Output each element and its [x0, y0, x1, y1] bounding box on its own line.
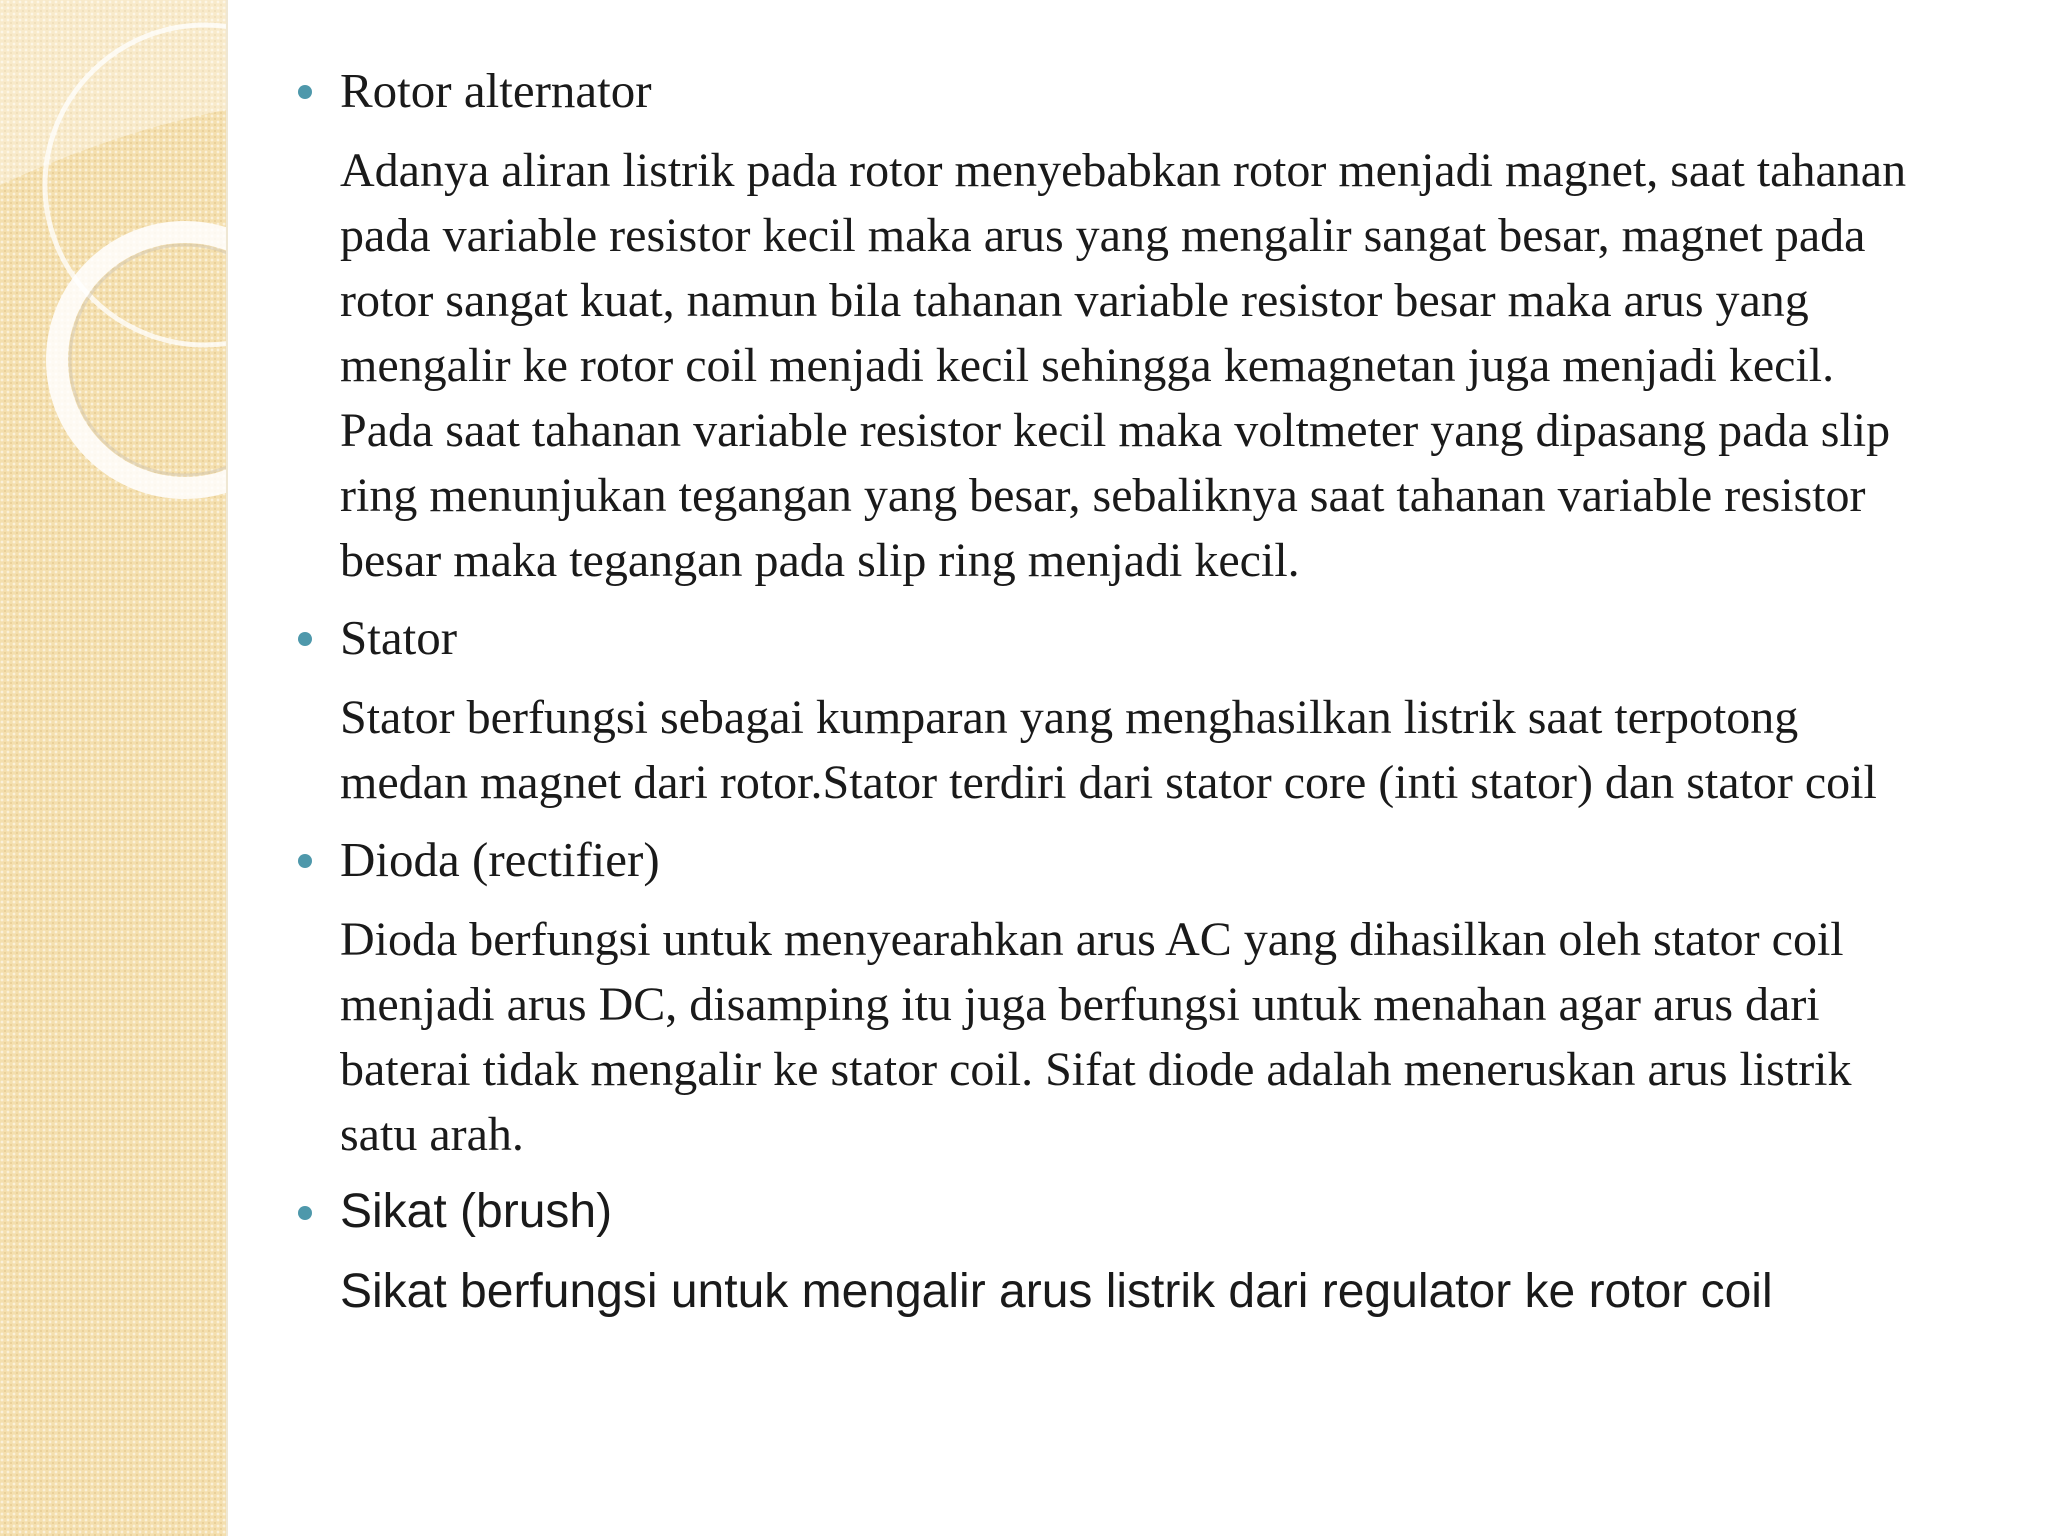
item-body: Stator berfungsi sebagai kumparan yang menghasilkan listrik saat terpotong medan magnet dari rotor.Stator terdiri dari stator core (inti stator) dan stator coil: [340, 691, 1877, 809]
item-heading: Rotor alternator: [340, 63, 652, 118]
decorative-rings: [0, 0, 226, 1536]
item-body: Sikat berfungsi untuk mengalir arus listrik dari regulator ke rotor coil: [340, 1265, 1773, 1318]
bullet-icon: [298, 632, 312, 646]
list-item-sikat: [340, 1181, 2000, 1324]
list-item-rotor: [340, 60, 2000, 593]
list-item-stator: [340, 607, 2000, 815]
bullet-icon: [298, 1206, 312, 1220]
bullet-icon: [298, 854, 312, 868]
slide-content: [340, 60, 2000, 1530]
item-body: Dioda berfungsi untuk menyearahkan arus AC yang dihasilkan oleh stator coil menjadi arus DC, disamping itu juga berfungsi untuk menahan agar arus dari baterai tidak mengalir ke stator coil. Sifat diode adalah meneruskan arus listrik satu arah.: [340, 913, 1852, 1161]
decorative-side-panel: [0, 0, 228, 1536]
item-body: Adanya aliran listrik pada rotor menyebabkan rotor menjadi magnet, saat tahanan pada variable resistor kecil maka arus yang mengalir sangat besar, magnet pada rotor sangat kuat, namun bila tahanan variable resistor besar maka arus yang mengalir ke rotor coil menjadi kecil sehingga kemagnetan juga menjadi kecil. Pada saat tahanan variable resistor kecil maka voltmeter yang dipasang pada slip ring menunjukan tegangan yang besar, sebaliknya saat tahanan variable resistor besar maka tegangan pada slip ring menjadi kecil.: [340, 144, 1907, 587]
list-item-dioda: [340, 829, 2000, 1167]
item-heading: Sikat (brush): [340, 1185, 613, 1238]
item-heading: Stator: [340, 610, 458, 665]
item-heading: Dioda (rectifier): [340, 832, 660, 887]
bullet-icon: [298, 85, 312, 99]
